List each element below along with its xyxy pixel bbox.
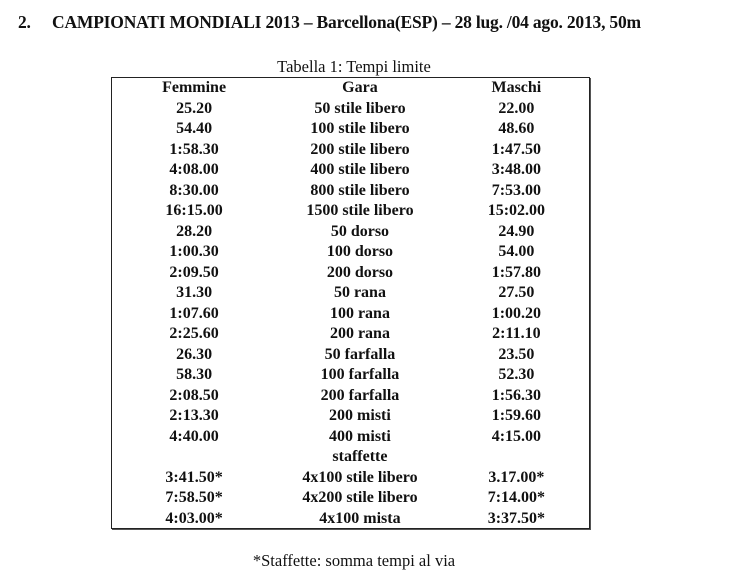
cell-femmine: 8:30.00 [169, 181, 219, 199]
cell-gara: 100 stile libero [310, 120, 410, 137]
time-limits-table-container [111, 77, 590, 529]
cell-maschi: 1:59.60 [491, 407, 542, 424]
table-row [112, 283, 589, 304]
cell-femmine: 31.30 [176, 284, 213, 301]
table-row [112, 160, 589, 181]
cell-femmine: 25.20 [176, 99, 213, 117]
cell-gara: 4x100 mista [319, 509, 401, 527]
cell-gara: 800 stile libero [310, 181, 410, 199]
table-row [112, 509, 589, 530]
cell-gara: 200 farfalla [320, 386, 400, 404]
cell-maschi: 52.30 [498, 366, 535, 383]
table-row [112, 406, 589, 427]
cell-femmine: 2:08.50 [169, 386, 219, 404]
cell-gara: staffette [332, 448, 388, 465]
cell-maschi: 1:56.30 [491, 386, 542, 404]
table-row [112, 468, 589, 489]
table-row [112, 345, 589, 366]
cell-maschi: 23.50 [498, 345, 535, 363]
cell-maschi: 27.50 [498, 284, 535, 301]
cell-gara: 50 rana [333, 284, 386, 301]
table-row [112, 324, 589, 345]
cell-gara: 200 rana [329, 325, 390, 342]
cell-gara: 100 dorso [326, 243, 394, 260]
cell-femmine: 2:09.50 [169, 263, 219, 281]
table-caption: Tabella 1: Tempi limite [277, 57, 431, 76]
table-row [112, 365, 589, 386]
table-row [112, 242, 589, 263]
cell-maschi: 3.17.00* [488, 468, 545, 486]
section-heading [18, 12, 641, 33]
cell-maschi: 7:14.00* [487, 489, 546, 506]
table-row [112, 427, 589, 448]
table-row [112, 119, 589, 140]
cell-femmine: 3:41.50* [165, 468, 223, 486]
cell-maschi: 1:00.20 [491, 304, 542, 322]
cell-gara: 200 dorso [326, 263, 394, 281]
cell-femmine: 1:07.60 [169, 304, 219, 322]
cell-femmine: 16:15.00 [165, 202, 223, 219]
cell-gara: 50 stile libero [314, 99, 406, 117]
table-row [112, 304, 589, 325]
table-row [112, 201, 589, 222]
cell-femmine: 58.30 [176, 366, 213, 383]
cell-femmine: 2:13.30 [169, 407, 219, 424]
header-maschi: Maschi [491, 79, 542, 96]
table-row [112, 222, 589, 243]
table-row [112, 263, 589, 284]
table-header-row [112, 78, 589, 99]
table-row [112, 181, 589, 202]
cell-maschi: 7:53.00 [491, 181, 542, 199]
cell-femmine: 1:00.30 [169, 243, 219, 260]
cell-femmine [112, 447, 276, 468]
time-limits-table [112, 78, 589, 529]
table-row [112, 488, 589, 509]
cell-gara: 4x200 stile libero [302, 489, 418, 506]
cell-femmine: 26.30 [176, 345, 213, 363]
table-row [112, 99, 589, 120]
cell-gara: 100 farfalla [320, 366, 400, 383]
cell-femmine: 54.40 [176, 120, 213, 137]
table-body [112, 99, 589, 530]
section-title: CAMPIONATI MONDIALI 2013 – Barcellona(ESP) – 28 lug. /04 ago. 2013, 50m [52, 12, 641, 32]
cell-maschi [444, 447, 589, 468]
cell-gara: 50 farfalla [324, 345, 396, 363]
cell-maschi: 15:02.00 [487, 202, 546, 219]
cell-femmine: 28.20 [176, 222, 213, 240]
cell-maschi: 24.90 [498, 222, 535, 240]
header-gara: Gara [342, 79, 378, 96]
section-number: 2. [18, 12, 31, 32]
cell-gara: 50 dorso [330, 222, 390, 240]
footnote: *Staffette: somma tempi al via [252, 551, 456, 570]
cell-maschi: 3:37.50* [487, 509, 546, 527]
cell-maschi: 4:15.00 [491, 427, 542, 445]
cell-femmine: 4:40.00 [169, 427, 219, 445]
cell-femmine: 4:03.00* [165, 509, 223, 527]
cell-gara: 400 stile libero [310, 161, 410, 178]
cell-maschi: 1:47.50 [491, 140, 542, 158]
cell-gara: 4x100 stile libero [302, 468, 418, 486]
cell-gara: 1500 stile libero [306, 202, 414, 219]
cell-femmine: 7:58.50* [165, 489, 223, 506]
cell-maschi: 54.00 [498, 243, 535, 260]
cell-gara: 100 rana [329, 304, 390, 322]
cell-gara: 400 misti [329, 427, 391, 445]
cell-maschi: 3:48.00 [491, 161, 542, 178]
header-femmine: Femmine [162, 79, 227, 96]
table-row [112, 447, 589, 468]
cell-femmine: 2:25.60 [169, 325, 219, 342]
table-row [112, 140, 589, 161]
cell-maschi: 1:57.80 [491, 263, 542, 281]
cell-gara: 200 stile libero [310, 140, 410, 158]
cell-femmine: 1:58.30 [169, 140, 219, 158]
cell-maschi: 22.00 [498, 99, 535, 117]
cell-maschi: 2:11.10 [492, 325, 541, 342]
table-row [112, 386, 589, 407]
cell-femmine: 4:08.00 [169, 161, 219, 178]
cell-gara: 200 misti [329, 407, 391, 424]
cell-maschi: 48.60 [498, 120, 535, 137]
